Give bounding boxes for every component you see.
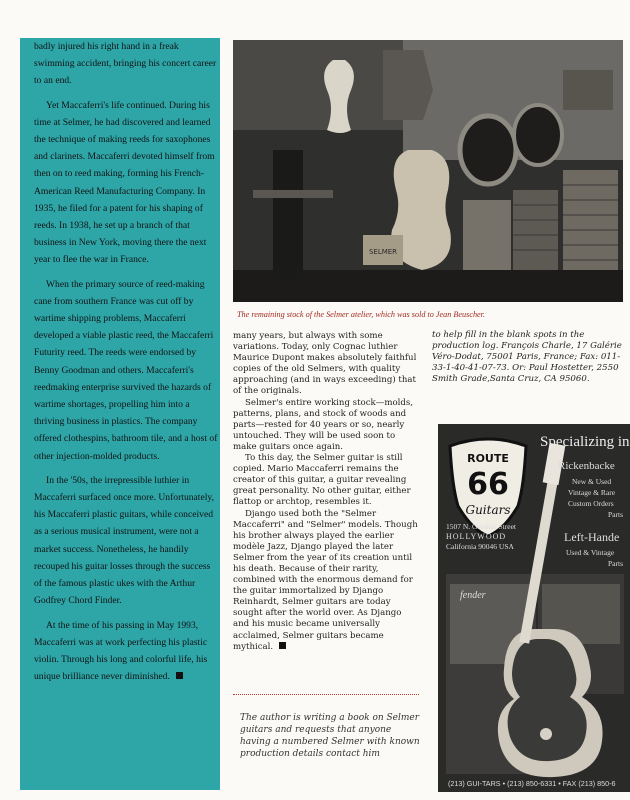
photo-caption: The remaining stock of the Selmer atelier, which was sold to Jean Beuscher.	[237, 310, 486, 319]
ad-phone-footer: (213) GUI-TARS • (213) 850-6331 • FAX (213) 850-6	[448, 779, 616, 788]
sixtysix-text: 66	[467, 467, 509, 502]
article-paragraph: many years, but always with some variations. Today, only Cognac luthier Maurice Dupont makes absolutely faithful copies of the old Selmers, with quality approaching (and in ways exceeding) that of the originals.	[233, 331, 417, 397]
dotted-divider	[233, 694, 419, 695]
ad-line: Parts	[608, 559, 623, 568]
sidebar-paragraph: Yet Maccaferri's life continued. During his time at Selmer, he had discovered and learned the technique of making reeds for saxophones and clarinets. Maccaferri devoted himself from then on to reed making, forming his French-American Reed Manufacturing Company. In 1935, he filed for a patent for his shaping of reeds. In 1938, he set up a branch of that business in New York, moving there the next year to flee the war in France.	[34, 99, 215, 266]
contact-paragraph: to help fill in the blank spots in the production log. François Charle, 17 Galérie Véro-Dodat, 75001 Paris, France; Fax: 011-33-1-40-41-07-73. Or: Paul Hostetter, 2550 Smith Grade,Santa Cruz, CA 95060.	[432, 330, 622, 385]
ad-brand-rickenbacker: Rickenbacke	[558, 460, 615, 472]
article-paragraph-last	[233, 509, 419, 653]
box-label: SELMER	[368, 248, 398, 256]
sidebar-column	[20, 38, 220, 790]
end-mark	[279, 642, 286, 649]
article-last-text: Django used both the "Selmer Maccaferri" and "Selmer" models. Though his brother always played the earlier modèle Jazz, Django played the later Selmer from the year of its creation until his death. Because of their rarity, combined with the enormous demand for the guitar immortalized by Django Reinhardt, Selmer guitars are today sought after the world over. As Django and his music became universally acclaimed, Selmer guitars became mythical.	[233, 508, 418, 652]
article-column-middle	[233, 331, 419, 653]
sidebar-paragraph: In the '50s, the irrepressible luthier in Maccaferri surfaced once more. Unfortunately, his Maccaferri plastic guitars, while conceived as a serious musical instrument, were not a market success. Nonetheless, he handily recouped his guitar losses through the success of the famous plastic ukes with the Arthur Godfrey Chord Finder.	[34, 474, 214, 607]
ad-line: New & Used	[572, 477, 612, 486]
route66-shield-logo	[444, 436, 532, 536]
ad-line: Used & Vintage	[566, 548, 615, 557]
ad-title: Specializing in	[540, 434, 630, 450]
author-note: The author is writing a book on Selmer guitars and requests that anyone having a numbered Selmer with known production details contact him	[240, 713, 420, 759]
end-mark	[176, 672, 183, 679]
sidebar-last-text: At the time of his passing in May 1993, Maccaferri was at work perfecting his plastic violin. Through his long and colorful life, his unique brilliance never diminished.	[34, 619, 208, 683]
article-column-right	[432, 330, 622, 385]
ad-line: Custom Orders	[568, 499, 614, 508]
route-text: ROUTE	[467, 452, 509, 465]
sidebar-paragraph: badly injured his right hand in a freak swimming accident, bringing his concert career to an end.	[34, 41, 217, 87]
ad-line: Parts	[608, 510, 623, 519]
route66-guitars-ad	[438, 424, 630, 792]
workshop-photo	[233, 40, 623, 302]
ad-line: Vintage & Rare	[568, 488, 616, 497]
ad-address-street: 1507 N. Gardner Street	[446, 522, 516, 531]
guitars-script: Guitars	[465, 503, 511, 517]
ad-address-city: HOLLYWOOD	[446, 532, 507, 541]
sidebar-paragraph: When the primary source of reed-making cane from southern France was cut off by wartime shipping problems, Maccaferri developed a viable plastic reed, the Maccaferri Futurity reed. The reeds were endorsed by Benny Goodman and others. Maccaferri's reedmaking enterprise survived the hazards of wartime shortages, propelling him into a thriving business in plastics. The company offered clothespins, bathroom tile, and a host of other injection-molded products.	[34, 278, 218, 462]
sidebar-paragraph-last	[34, 617, 220, 686]
ad-address-state: California 90046 USA	[446, 542, 514, 551]
amp-logo: fender	[460, 590, 486, 601]
workshop-photo-illustration	[233, 40, 623, 302]
ad-lefthanded: Left-Hande	[564, 530, 620, 544]
article-paragraph: Selmer's entire working stock—molds, patterns, plans, and stock of woods and parts—rested for 40 years or so, nearly untouched. They will be used soon to make guitars once again.	[233, 397, 414, 452]
article-paragraph: To this day, the Selmer guitar is still copied. Mario Maccaferri remains the creator of this guitar, a guitar revealing great personality. No other guitar, either flattop or archtop, resembles it.	[233, 453, 411, 508]
